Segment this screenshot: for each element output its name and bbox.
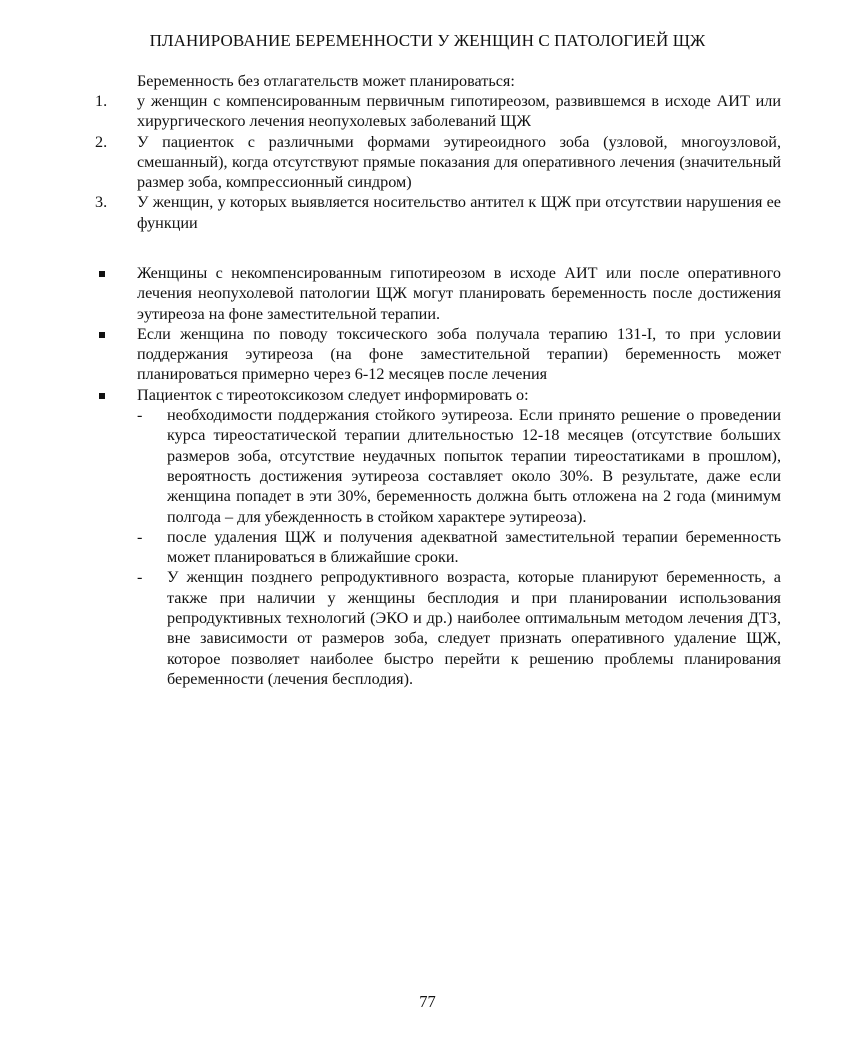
page-number: 77 — [419, 992, 436, 1011]
list-item-text: Если женщина по поводу токсического зоба получала терапию 131-I, то при условии поддержания эутиреоза (на фоне заместительной терапии) беременность может планироваться примерно через 6-12 месяцев после лечения — [137, 324, 781, 384]
numbered-list-item — [95, 192, 781, 233]
list-number: 2. — [95, 132, 108, 151]
list-item-text: после удаления ЩЖ и получения адекватной заместительной терапии беременность может планироваться в ближайшие сроки. — [167, 527, 781, 567]
dash-sub-list — [137, 405, 781, 689]
list-item-text: У женщин, у которых выявляется носительство антител к ЩЖ при отсутствии нарушения ее функции — [137, 193, 781, 232]
bullet-list — [95, 263, 781, 689]
square-bullet-icon — [99, 271, 105, 277]
list-number: 3. — [95, 193, 108, 212]
page-title: ПЛАНИРОВАНИЕ БЕРЕМЕННОСТИ У ЖЕНЩИН С ПАТОЛОГИЕЙ ЩЖ — [149, 31, 706, 50]
list-item-text: Женщины с некомпенсированным гипотиреозом в исходе АИТ или после оперативного лечения неопухолевой патологии ЩЖ могут планировать беременность после достижения эутиреоза на фоне заместительной терапии. — [137, 264, 781, 323]
bullet-list-item — [95, 263, 781, 324]
square-bullet-icon — [99, 393, 105, 399]
list-item-text: необходимости поддержания стойкого эутиреоза. Если принято решение о проведении курса тиреостатической терапии длительностью 12-18 месяцев (отсутствие больших размеров зоба, отсутствие неудачных попыток терапии тиреостатиками в прошлом), вероятность достижения эутиреоза составляет около 30%. В результате, даже если женщина попадет в эти 30%, беременность должна быть отложена на 2 года (минимум полгода – для убежденность в стойком характере эутиреоза). — [167, 406, 781, 526]
dash-list-item — [137, 567, 781, 689]
numbered-list-item — [95, 91, 781, 132]
dash-marker: - — [137, 568, 143, 587]
bullet-list-item — [95, 324, 781, 385]
list-item-text: У женщин позднего репродуктивного возраста, которые планируют беременность, а также при наличии у женщины бесплодия и при планировании использования репродуктивных технологий (ЭКО и др.) наиболее оптимальным методом лечения ДТЗ, вне зависимости от размеров зоба, следует признать оперативного удаление ЩЖ, которое позволяет наиболее быстро перейти к решению проблемы планирования беременности (лечения бесплодия). — [167, 568, 781, 688]
dash-list-item — [137, 405, 781, 527]
numbered-list — [95, 91, 781, 233]
list-item-text: у женщин с компенсированным первичным гипотиреозом, развившемся в исходе АИТ или хирургического лечения неопухолевых заболеваний ЩЖ — [137, 92, 781, 131]
square-bullet-icon — [99, 332, 105, 338]
list-number: 1. — [95, 92, 108, 110]
intro-paragraph: Беременность без отлагательств может планироваться: — [137, 72, 515, 90]
dash-marker: - — [137, 527, 143, 546]
dash-marker: - — [137, 406, 143, 425]
bullet-list-item — [95, 385, 781, 405]
list-item-text: Пациенток с тиреотоксикозом следует информировать о: — [137, 385, 529, 404]
list-item-text: У пациенток с различными формами эутиреоидного зоба (узловой, многоузловой, смешанный), когда отсутствуют прямые показания для оперативного лечения (значительный размер зоба, компрессионный синдром) — [137, 132, 781, 192]
dash-list-item — [137, 527, 781, 568]
numbered-list-item — [95, 132, 781, 193]
